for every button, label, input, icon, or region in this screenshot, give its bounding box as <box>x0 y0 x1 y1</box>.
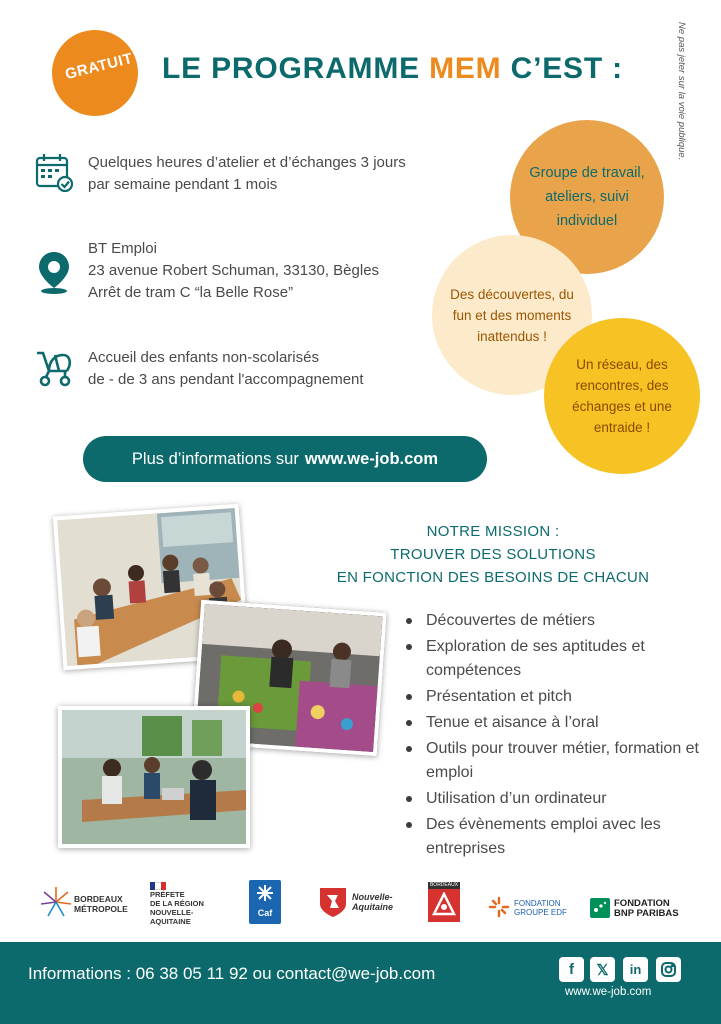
logo-bordeaux-line: MÉTROPOLE <box>74 904 128 914</box>
location-pin-icon <box>34 250 74 290</box>
logo-bordeaux-city <box>428 882 460 922</box>
circle-discoveries-text: Des découvertes, du fun et des moments inattendus ! <box>450 286 574 344</box>
info-childcare-line: Accueil des enfants non-scolarisés <box>88 349 319 366</box>
mission-list <box>402 609 702 863</box>
list-item: Utilisation d’un ordinateur <box>402 787 702 811</box>
list-item: Découvertes de métiers <box>402 609 702 633</box>
logo-bordeaux-city-label: BORDEAUX <box>429 882 459 888</box>
title-accent: MEM <box>429 52 502 85</box>
flag-icon <box>150 882 166 890</box>
side-note-text: Ne pas jeter sur la voie publique. <box>676 22 687 161</box>
free-badge-label: GRATUIT <box>63 49 135 84</box>
instagram-icon[interactable] <box>656 957 681 982</box>
circle-workgroup-text: Groupe de travail, ateliers, suivi individuel <box>529 165 645 229</box>
logo-caf-label: Caf <box>257 908 273 918</box>
logo-region-line: Nouvelle- <box>352 892 393 902</box>
info-location-line: Arrêt de tram C “la Belle Rose” <box>88 284 294 301</box>
x-icon[interactable]: 𝕏 <box>590 957 615 982</box>
logo-prefet-line: NOUVELLE-AQUITAINE <box>150 908 194 926</box>
info-schedule-line: Quelques heures d’atelier et d’échanges 3 jours <box>88 154 406 171</box>
info-schedule <box>88 152 406 196</box>
sun-icon <box>488 896 510 918</box>
circle-network-text: Un réseau, des rencontres, des échanges et une entraide ! <box>572 357 672 435</box>
list-item: Exploration de ses aptitudes et compétences <box>402 635 702 683</box>
logo-region-line: Aquitaine <box>352 902 394 912</box>
page-title <box>162 52 623 86</box>
info-location <box>88 238 379 304</box>
crest-icon <box>432 892 456 918</box>
calendar-check-icon <box>34 152 74 192</box>
side-note <box>676 22 716 222</box>
snowflake-icon <box>256 884 274 902</box>
list-item: Outils pour trouver métier, formation et emploi <box>402 737 702 785</box>
lion-shield-icon <box>318 886 348 918</box>
footer-url[interactable]: www.we-job.com <box>565 986 652 998</box>
logo-bordeaux-metropole <box>40 884 136 920</box>
logo-prefet-line: DE LA RÉGION <box>150 899 204 908</box>
logo-fondation-edf <box>488 896 572 920</box>
mission-line: TROUVER DES SOLUTIONS <box>390 546 596 563</box>
mission-line: NOTRE MISSION : <box>426 523 560 540</box>
info-location-line: BT Emploi <box>88 240 157 257</box>
mission-line: EN FONCTION DES BESOINS DE CHACUN <box>336 569 650 586</box>
list-item: Des évènements emploi avec les entreprises <box>402 813 702 861</box>
stroller-icon <box>33 347 73 387</box>
cta-prefix: Plus d’informations sur <box>131 449 299 468</box>
title-prefix: LE PROGRAMME <box>162 52 430 85</box>
logo-bnp-line: BNP PARIBAS <box>614 908 679 919</box>
logo-prefet-region <box>150 882 230 926</box>
logo-nouvelle-aquitaine <box>318 886 402 918</box>
cta-url[interactable]: www.we-job.com <box>304 449 439 468</box>
logo-edf-line: GROUPE EDF <box>514 908 567 917</box>
linkedin-icon[interactable]: in <box>623 957 648 982</box>
list-item: Tenue et aisance à l’oral <box>402 711 702 735</box>
mission-heading <box>332 520 654 589</box>
star-icon <box>590 898 610 918</box>
list-item: Présentation et pitch <box>402 685 702 709</box>
website-cta-button[interactable] <box>83 436 487 482</box>
info-childcare <box>88 347 364 391</box>
info-childcare-line: de - de 3 ans pendant l'accompagnement <box>88 371 364 388</box>
title-suffix: C’EST : <box>501 52 623 85</box>
logo-fondation-bnp <box>590 896 690 920</box>
footer-contact[interactable]: Informations : 06 38 05 11 92 ou contact@we-job.com <box>28 964 436 983</box>
info-location-line: 23 avenue Robert Schuman, 33130, Bègles <box>88 262 380 279</box>
burst-icon <box>40 886 72 918</box>
logo-bordeaux-line: BORDEAUX <box>74 894 123 904</box>
facebook-icon[interactable]: f <box>559 957 584 982</box>
logo-edf-line: FONDATION <box>514 899 561 908</box>
logo-prefet-line: PRÉFETE <box>150 890 185 899</box>
photo-office-meeting <box>58 706 250 848</box>
logo-caf <box>249 880 281 924</box>
logo-bnp-line: FONDATION <box>614 898 670 909</box>
info-schedule-line: par semaine pendant 1 mois <box>88 176 278 193</box>
circle-network <box>544 318 700 474</box>
